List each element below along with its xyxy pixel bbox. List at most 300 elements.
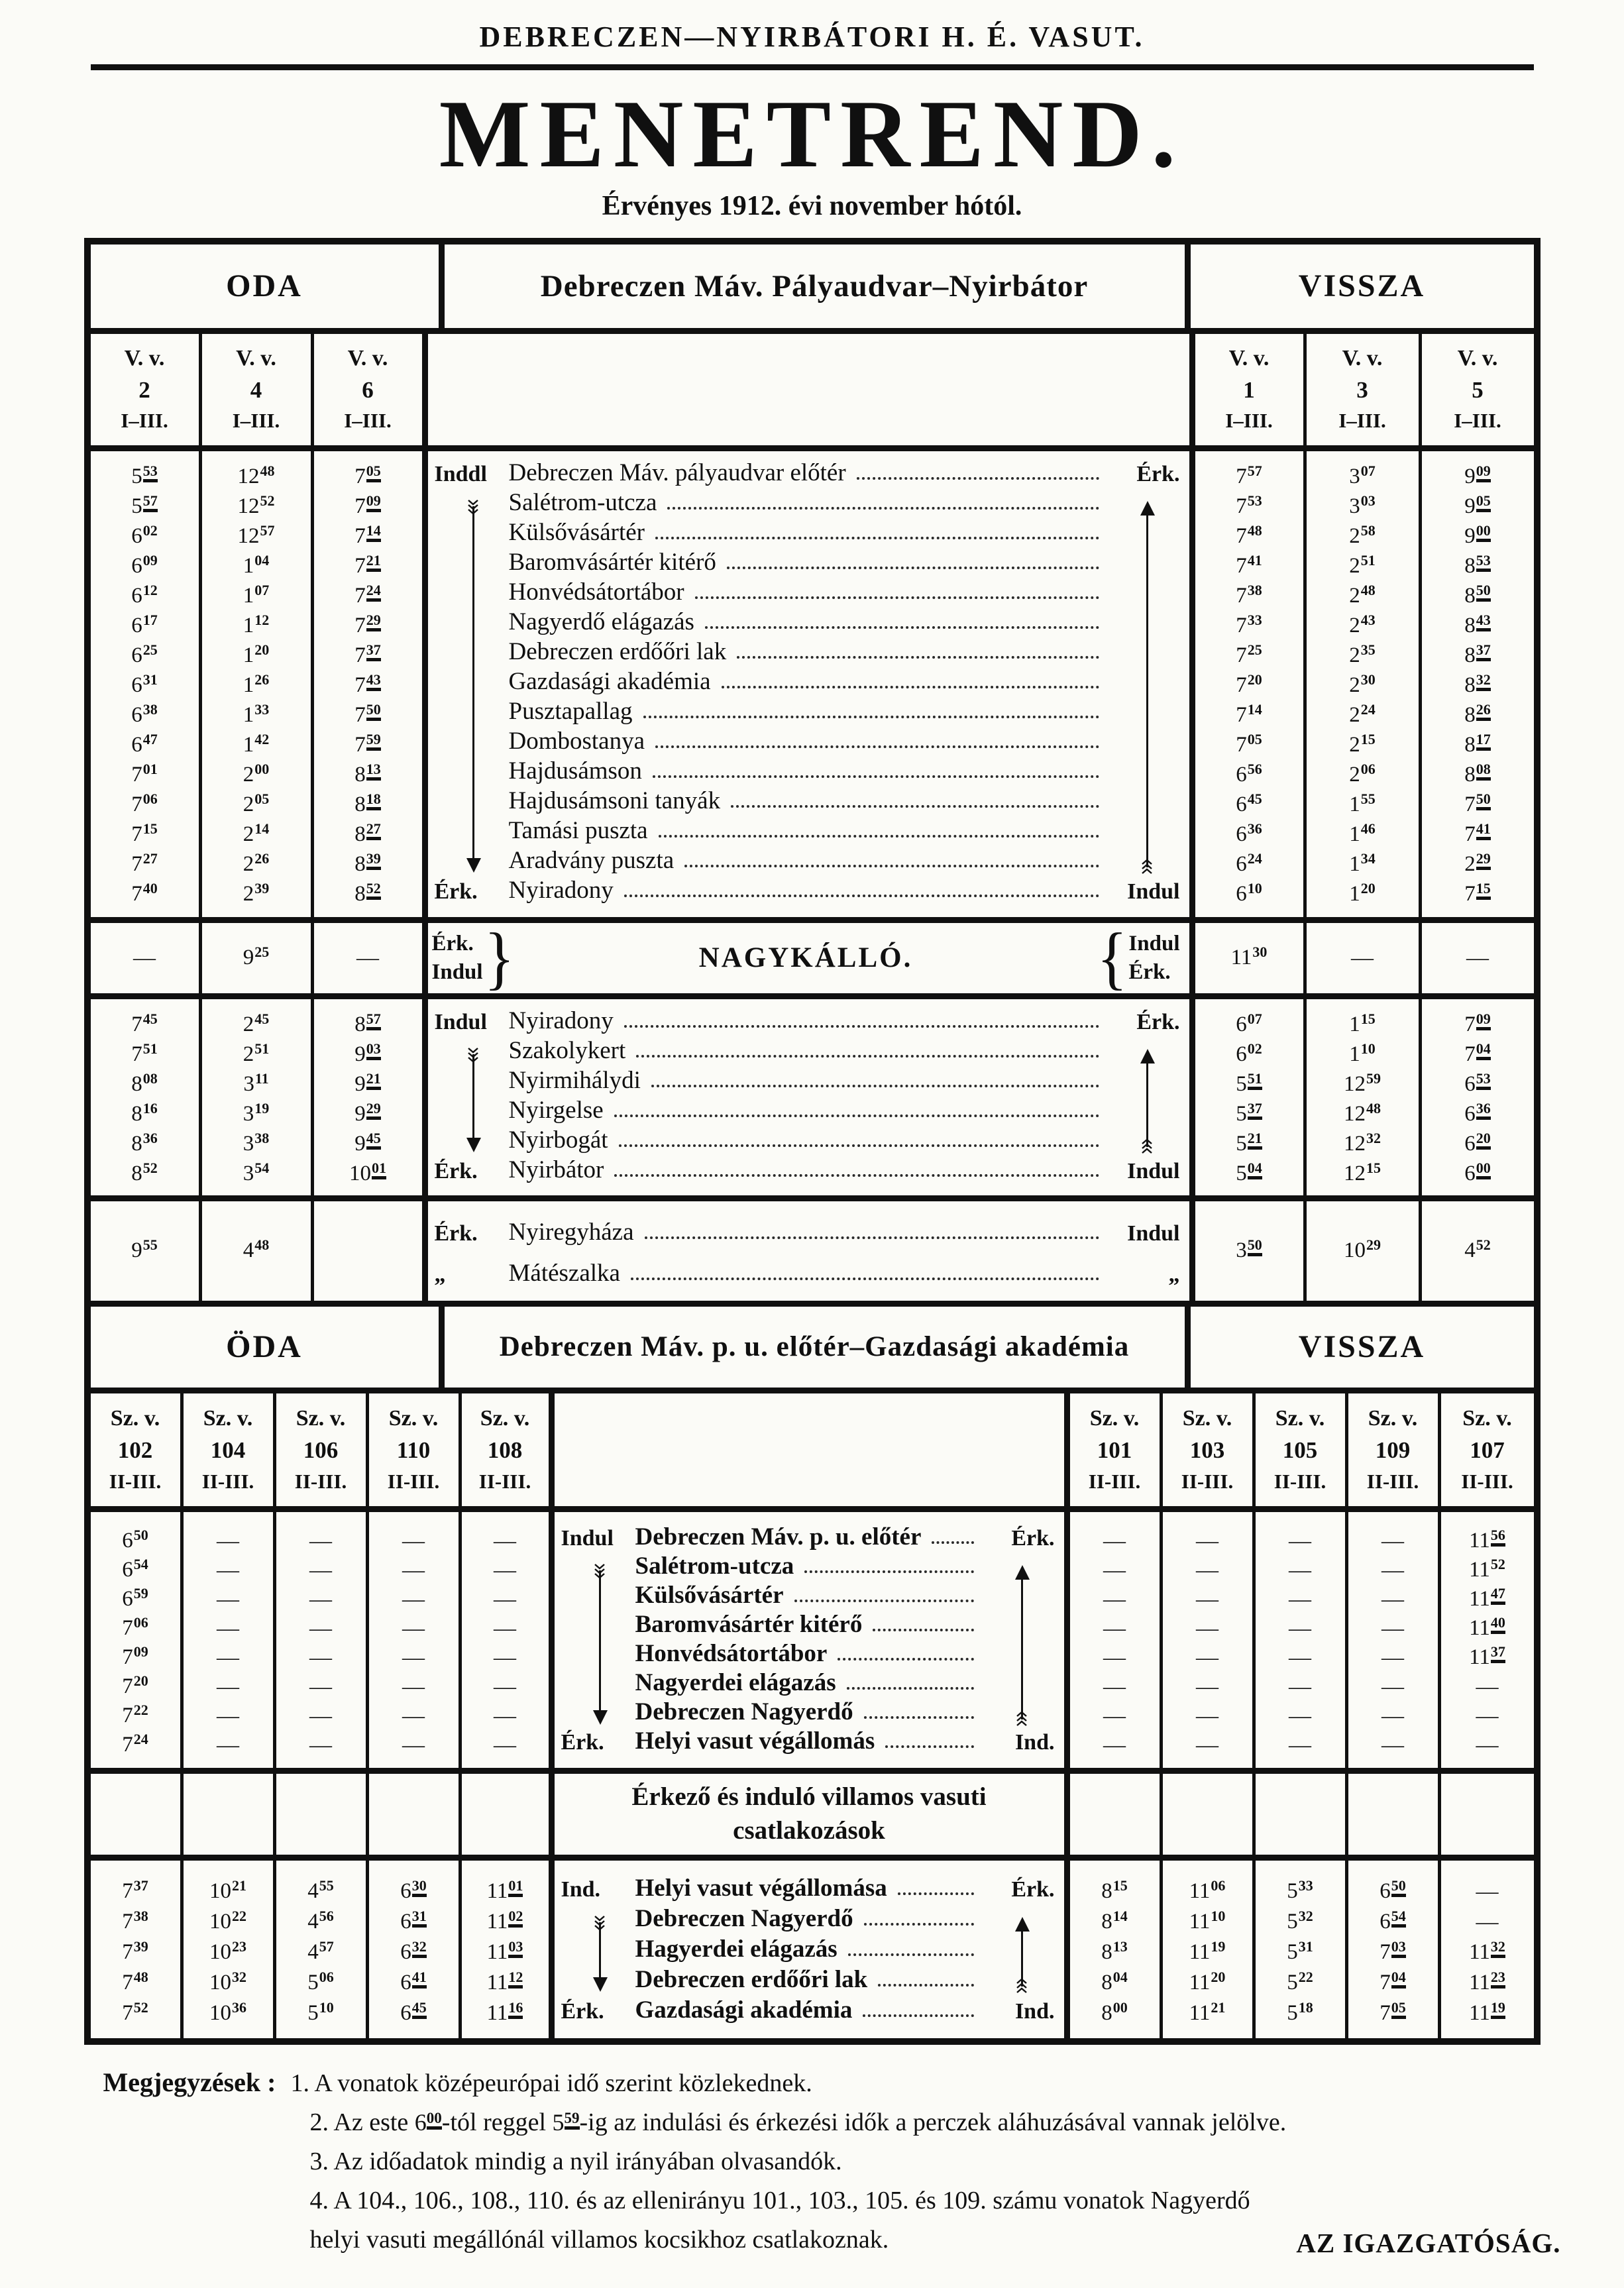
time-cell: [1422, 611, 1534, 641]
time-cell: [1441, 1702, 1534, 1731]
no-service-dash: —: [309, 1732, 332, 1757]
time-cell: [91, 1585, 180, 1614]
train-column-header: [1307, 334, 1419, 445]
train-times-column: [1441, 1861, 1534, 2038]
time-cell: [1195, 923, 1303, 993]
time-cell: [1422, 1010, 1534, 1040]
station-name: Debreczen Máv. p. u. előtér: [635, 1523, 922, 1551]
time-value: $8^{13}$: [1101, 1938, 1128, 1965]
time-cell: [1422, 1129, 1534, 1159]
time-cell: [314, 923, 422, 993]
stations-column: [428, 918, 1195, 997]
train-times-column: [91, 451, 202, 917]
time-cell: [314, 641, 422, 671]
time-cell: [91, 671, 199, 700]
time-cell: [1307, 879, 1419, 909]
time-cell: [91, 1907, 180, 1937]
time-value: $1^{55}$: [1349, 790, 1376, 816]
dotted-leader: [684, 865, 1099, 867]
arrowhead-icon: [1140, 1049, 1155, 1063]
time-value: $7^{37}$: [354, 641, 381, 667]
table1-header-band: [91, 245, 1534, 334]
time-cell: [1441, 1614, 1534, 1643]
train-type: V. v.: [1228, 346, 1270, 371]
time-cell: [1441, 1877, 1534, 1907]
time-cell: [1307, 760, 1419, 790]
time-cell: [91, 923, 199, 993]
train-type: Sz. v.: [388, 1405, 439, 1431]
station-row: [428, 849, 1189, 879]
station-name: Hajdusámsoni tanyák: [508, 787, 721, 815]
no-service-dash: —: [1289, 1674, 1311, 1699]
train-times-column: [184, 1774, 276, 1855]
time-cell: [1163, 1968, 1252, 1998]
no-service-dash: —: [494, 1528, 516, 1553]
train-column-header: [1070, 1393, 1160, 1506]
time-cell: [91, 760, 199, 790]
train-times-column: [1441, 1393, 1534, 1506]
train-class: II-III.: [1181, 1469, 1234, 1493]
time-cell: [1256, 1877, 1345, 1907]
train-times-column: [1307, 451, 1422, 917]
train-number: 4: [250, 376, 262, 403]
time-value: $9^{05}$: [1464, 492, 1491, 518]
no-service-dash: —: [217, 1528, 239, 1553]
no-service-dash: —: [1196, 1674, 1218, 1699]
dotted-leader: [636, 1055, 1099, 1058]
time-value: $6^{10}$: [1236, 879, 1262, 906]
direction-label-left: Érk.: [561, 1730, 604, 1755]
direction-header-oda: ODA: [226, 268, 303, 304]
time-value: $3^{50}$: [1236, 1236, 1262, 1263]
time-value: $7^{24}$: [122, 1731, 148, 1757]
time-value: $6^{45}$: [1236, 790, 1262, 816]
time-cell: [184, 1877, 273, 1907]
time-cell: [314, 462, 422, 492]
left-brace-group: [431, 918, 516, 997]
station-name: Nyiradony: [508, 1007, 614, 1035]
no-service-dash: —: [1466, 945, 1489, 970]
time-cell: [184, 1907, 273, 1937]
time-value: $11^{06}$: [1189, 1877, 1226, 1904]
time-value: $7^{38}$: [122, 1908, 148, 1934]
train-times-column: [462, 1861, 555, 2038]
train-type: Sz. v.: [110, 1405, 160, 1431]
time-cell: [462, 1877, 549, 1907]
time-cell: [1256, 1614, 1345, 1643]
station-row: [555, 1968, 1064, 1998]
connections-note-line: csatlakozások: [733, 1816, 885, 1845]
time-cell: [276, 1731, 366, 1760]
time-cell: [1163, 1877, 1252, 1907]
time-value: $12^{57}$: [237, 521, 275, 548]
stations-column: [428, 999, 1195, 1195]
no-service-dash: —: [494, 1615, 516, 1641]
time-cell: [1195, 671, 1303, 700]
time-value: $4^{55}$: [307, 1877, 334, 1904]
time-value: $2^{26}$: [243, 849, 270, 876]
no-service-dash: —: [1103, 1586, 1126, 1611]
time-cell: [1195, 641, 1303, 671]
no-service-dash: —: [1103, 1645, 1126, 1670]
train-times-column: [462, 1393, 555, 1506]
time-value: $8^{14}$: [1101, 1908, 1128, 1934]
time-cell: [184, 1556, 273, 1585]
train-number: 107: [1470, 1437, 1505, 1463]
time-value: $2^{14}$: [243, 820, 270, 846]
direction-header-vissza: VISSZA: [1298, 268, 1426, 304]
time-cell: [91, 462, 199, 492]
time-value: $2^{29}$: [1464, 849, 1491, 876]
train-times-column: [1348, 1393, 1441, 1506]
direction-label-left: Érk.: [434, 1221, 478, 1246]
train-type: V. v.: [347, 346, 388, 371]
time-value: $3^{11}$: [243, 1069, 269, 1096]
time-value: $5^{04}$: [1236, 1159, 1262, 1185]
no-service-dash: —: [402, 1732, 425, 1757]
time-cell: [1348, 1968, 1438, 1998]
dotted-leader: [695, 596, 1099, 599]
dotted-leader: [653, 775, 1099, 778]
no-service-dash: —: [1196, 1615, 1218, 1641]
dotted-leader: [878, 1984, 973, 1987]
time-cell: [1441, 1968, 1534, 1998]
train-type: Sz. v.: [480, 1405, 530, 1431]
time-cell: [202, 671, 311, 700]
time-cell: [1441, 1907, 1534, 1937]
train-class: I–III.: [232, 409, 280, 433]
no-service-dash: —: [309, 1703, 332, 1728]
time-cell: [202, 1210, 311, 1292]
train-class: I–III.: [344, 409, 392, 433]
time-value: $5^{37}$: [1236, 1099, 1262, 1126]
station-name: Pusztapallag: [508, 698, 633, 726]
note-text: 3. Az időadatok mindig a nyil irányában olvasandók.: [309, 2147, 842, 2175]
train-times-column: [202, 1201, 314, 1301]
time-value: $3^{54}$: [243, 1159, 270, 1185]
time-cell: [369, 1702, 459, 1731]
train-column-header: [1195, 334, 1303, 445]
station-name: Debreczen erdőőri lak: [508, 638, 727, 666]
train-times-column: [276, 1512, 369, 1768]
dotted-leader: [655, 745, 1099, 748]
time-value: $11^{56}$: [1469, 1527, 1505, 1553]
train-times-column: [314, 451, 428, 917]
title-rule: [91, 64, 1534, 70]
train-column-header: [202, 334, 311, 445]
no-service-dash: —: [1103, 1557, 1126, 1582]
time-cell: [202, 700, 311, 730]
train-times-column: [1422, 1201, 1534, 1301]
train-times-column: [1307, 999, 1422, 1195]
train-times-column: [276, 1861, 369, 2038]
direction-label: Indul: [1128, 932, 1180, 956]
station-name: Nyiradony: [508, 877, 614, 904]
station-row: [428, 730, 1189, 760]
time-cell: [462, 1614, 549, 1643]
time-value: $6^{31}$: [131, 671, 158, 697]
time-cell: [1256, 1702, 1345, 1731]
train-times-column: [1422, 451, 1534, 917]
time-cell: [1307, 1069, 1419, 1099]
station-row: [555, 1698, 1064, 1731]
time-value: $7^{57}$: [1236, 462, 1262, 488]
train-number: 1: [1243, 376, 1255, 403]
time-value: $6^{59}$: [122, 1585, 148, 1611]
direction-label-left: Inddl: [434, 462, 487, 487]
no-service-dash: —: [217, 1703, 239, 1728]
time-value: $10^{01}$: [349, 1159, 386, 1185]
train-times-column: [91, 334, 202, 445]
note-item-4: [310, 2181, 1561, 2260]
time-value: $11^{03}$: [486, 1938, 523, 1965]
train-times-column: [1070, 1512, 1163, 1768]
station-row: [555, 1727, 1064, 1760]
time-cell: [1070, 1527, 1160, 1556]
time-value: $1^{34}$: [1349, 849, 1376, 876]
train-times-column: [1195, 334, 1307, 445]
no-service-dash: —: [1381, 1586, 1404, 1611]
time-value: $3^{38}$: [243, 1129, 270, 1156]
time-cell: [1070, 1998, 1160, 2029]
train-number: 106: [303, 1437, 339, 1463]
train-type: Sz. v.: [1275, 1405, 1325, 1431]
station-name: Nyirmihálydi: [508, 1067, 641, 1095]
time-value: $8^{37}$: [1464, 641, 1491, 667]
arrowhead-icon: [466, 1138, 481, 1152]
station-row: [555, 1640, 1064, 1672]
time-cell: [1070, 1672, 1160, 1702]
time-cell: [1422, 700, 1534, 730]
time-cell: [91, 1210, 199, 1292]
train-class: II-III.: [1461, 1469, 1513, 1493]
time-value: $2^{24}$: [1349, 700, 1376, 727]
stations-column: [555, 1774, 1070, 1855]
no-service-dash: —: [494, 1586, 516, 1611]
time-value: $9^{45}$: [354, 1129, 381, 1156]
time-cell: [1307, 820, 1419, 849]
no-service-dash: —: [1196, 1645, 1218, 1670]
time-cell: [1307, 671, 1419, 700]
time-value: $6^{31}$: [400, 1908, 427, 1934]
time-value: $1^{20}$: [243, 641, 270, 667]
station-name: Nyirbátor: [508, 1156, 604, 1184]
train-type: V. v.: [236, 346, 276, 371]
station-row: [428, 459, 1189, 492]
time-cell: [462, 1527, 549, 1556]
train-times-column: [369, 1861, 462, 2038]
time-cell: [1422, 790, 1534, 820]
time-value: $2^{45}$: [243, 1010, 270, 1036]
dotted-leader: [847, 1687, 974, 1690]
train-times-column: [91, 1861, 184, 2038]
train-times-column: [314, 334, 428, 445]
time-cell: [462, 1643, 549, 1672]
time-value: $9^{00}$: [1464, 521, 1491, 548]
no-service-dash: —: [1381, 1674, 1404, 1699]
station-row: [428, 1099, 1189, 1129]
station-row: [428, 879, 1189, 909]
time-value: $3^{19}$: [243, 1099, 270, 1126]
arrow-feather-icon: [467, 1048, 479, 1062]
dotted-leader: [864, 1923, 974, 1926]
route-arrow-down-icon: [593, 1569, 608, 1721]
time-value: $7^{20}$: [1236, 671, 1262, 697]
time-value: $5^{31}$: [1287, 1938, 1313, 1965]
train-times-column: [202, 923, 314, 993]
no-service-dash: —: [1289, 1645, 1311, 1670]
time-cell: [1195, 849, 1303, 879]
time-value: $5^{32}$: [1287, 1908, 1313, 1934]
time-value: $6^{54}$: [122, 1556, 148, 1582]
no-service-dash: —: [1476, 1732, 1499, 1757]
time-value: $6^{54}$: [1380, 1908, 1406, 1934]
time-cell: [202, 521, 311, 551]
time-cell: [369, 1527, 459, 1556]
no-service-dash: —: [217, 1586, 239, 1611]
station-name: Nyirgelse: [508, 1097, 604, 1124]
train-times-column: [1070, 1774, 1163, 1855]
train-number: 6: [362, 376, 374, 403]
dotted-leader: [722, 686, 1099, 688]
time-cell: [1195, 462, 1303, 492]
train-times-column: [1441, 1774, 1534, 1855]
time-cell: [91, 581, 199, 611]
notes-block: [64, 2062, 1561, 2260]
time-cell: [1195, 730, 1303, 760]
time-value: $9^{21}$: [354, 1069, 381, 1096]
direction-label: Indul: [431, 959, 483, 984]
note-item-1: [103, 2062, 1561, 2103]
time-cell: [314, 521, 422, 551]
time-cell: [91, 1010, 199, 1040]
time-cell: [314, 790, 422, 820]
time-value: $10^{32}$: [209, 1969, 246, 1995]
station-row: [555, 1937, 1064, 1968]
no-service-dash: —: [1381, 1557, 1404, 1582]
time-value: $8^{08}$: [131, 1069, 158, 1096]
direction-label-right: Ind.: [1014, 1999, 1055, 2024]
time-cell: [1256, 1907, 1345, 1937]
no-service-dash: —: [402, 1557, 425, 1582]
time-cell: [314, 1159, 422, 1189]
time-cell: [1195, 700, 1303, 730]
section-nyiradony-nyirbator: [91, 999, 1534, 1201]
station-row: [428, 1069, 1189, 1099]
no-service-dash: —: [309, 1645, 332, 1670]
nagykallo-row: [428, 918, 1189, 997]
notes-label: Megjegyzések :: [103, 2067, 283, 2097]
stations-column: [428, 334, 1195, 445]
time-cell: [369, 1937, 459, 1968]
no-service-dash: —: [1196, 1557, 1218, 1582]
train-column-header: [314, 334, 422, 445]
time-value: $7^{09}$: [354, 492, 381, 518]
station-name: Gazdasági akadémia: [635, 1996, 853, 2024]
station-row: [555, 1611, 1064, 1643]
time-cell: [1256, 1937, 1345, 1968]
time-value: $10^{36}$: [209, 1999, 246, 2026]
time-cell: [1163, 1672, 1252, 1702]
time-value: $7^{09}$: [122, 1643, 148, 1670]
time-value: $6^{41}$: [400, 1969, 427, 1995]
time-cell: [1441, 1527, 1534, 1556]
time-cell: [1195, 820, 1303, 849]
empty-cell: [1070, 1774, 1160, 1855]
train-number: 3: [1356, 376, 1368, 403]
time-cell: [1163, 1731, 1252, 1760]
section-connections-band: [91, 1774, 1534, 1861]
route-arrow-down-icon: [593, 1921, 608, 1988]
time-cell: [1422, 1210, 1534, 1292]
time-value: $2^{58}$: [1349, 521, 1376, 548]
empty-cell: [1348, 1774, 1438, 1855]
no-service-dash: —: [1381, 1703, 1404, 1728]
time-value: $8^{27}$: [354, 820, 381, 846]
no-service-dash: —: [1476, 1909, 1499, 1934]
station-name: Mátészalka: [508, 1260, 620, 1287]
station-name: Baromvásártér kitérő: [635, 1611, 863, 1639]
time-value: $10^{29}$: [1344, 1236, 1381, 1263]
time-value: $2^{35}$: [1349, 641, 1376, 667]
time-cell: [91, 1968, 180, 1998]
arrow-feather-icon: [594, 1916, 606, 1930]
time-value: $7^{51}$: [131, 1040, 158, 1066]
no-service-dash: —: [402, 1645, 425, 1670]
time-cell: [369, 1998, 459, 2029]
empty-cell: [91, 1774, 180, 1855]
time-cell: [1195, 551, 1303, 581]
time-cell: [1441, 1585, 1534, 1614]
time-cell: [369, 1556, 459, 1585]
time-cell: [1422, 641, 1534, 671]
train-times-column: [314, 999, 428, 1195]
train-times-column: [1422, 923, 1534, 993]
time-cell: [1163, 1702, 1252, 1731]
time-cell: [1070, 1614, 1160, 1643]
time-cell: [184, 1643, 273, 1672]
train-times-column: [1256, 1774, 1348, 1855]
signature: AZ IGAZGATÓSÁG.: [1296, 2227, 1561, 2258]
arrowhead-icon: [1140, 501, 1155, 516]
route-title: Debreczen Máv. p. u. előtér–Gazdasági akadémia: [439, 1307, 1191, 1388]
time-value: $7^{15}$: [131, 820, 158, 846]
train-number: 109: [1375, 1437, 1411, 1463]
time-value: $5^{22}$: [1287, 1969, 1313, 1995]
no-service-dash: —: [309, 1586, 332, 1611]
train-type: Sz. v.: [203, 1405, 253, 1431]
route-arrow-up-icon: [1140, 1053, 1155, 1148]
time-value: $8^{15}$: [1101, 1877, 1128, 1904]
time-cell: [1195, 1069, 1303, 1099]
time-cell: [91, 1069, 199, 1099]
time-value: $6^{50}$: [1380, 1877, 1406, 1904]
time-value: $6^{24}$: [1236, 849, 1262, 876]
time-cell: [1307, 611, 1419, 641]
time-cell: [202, 849, 311, 879]
no-service-dash: —: [494, 1674, 516, 1699]
time-value: $10^{21}$: [209, 1877, 246, 1904]
time-cell: [1307, 1099, 1419, 1129]
time-value: $5^{06}$: [307, 1969, 334, 1995]
time-value: $7^{50}$: [1464, 790, 1491, 816]
time-cell: [202, 760, 311, 790]
time-value: $1^{15}$: [1349, 1010, 1376, 1036]
direction-label-left: Érk.: [434, 1159, 478, 1184]
time-value: $2^{05}$: [243, 790, 270, 816]
time-cell: [1422, 551, 1534, 581]
train-number: 104: [210, 1437, 246, 1463]
